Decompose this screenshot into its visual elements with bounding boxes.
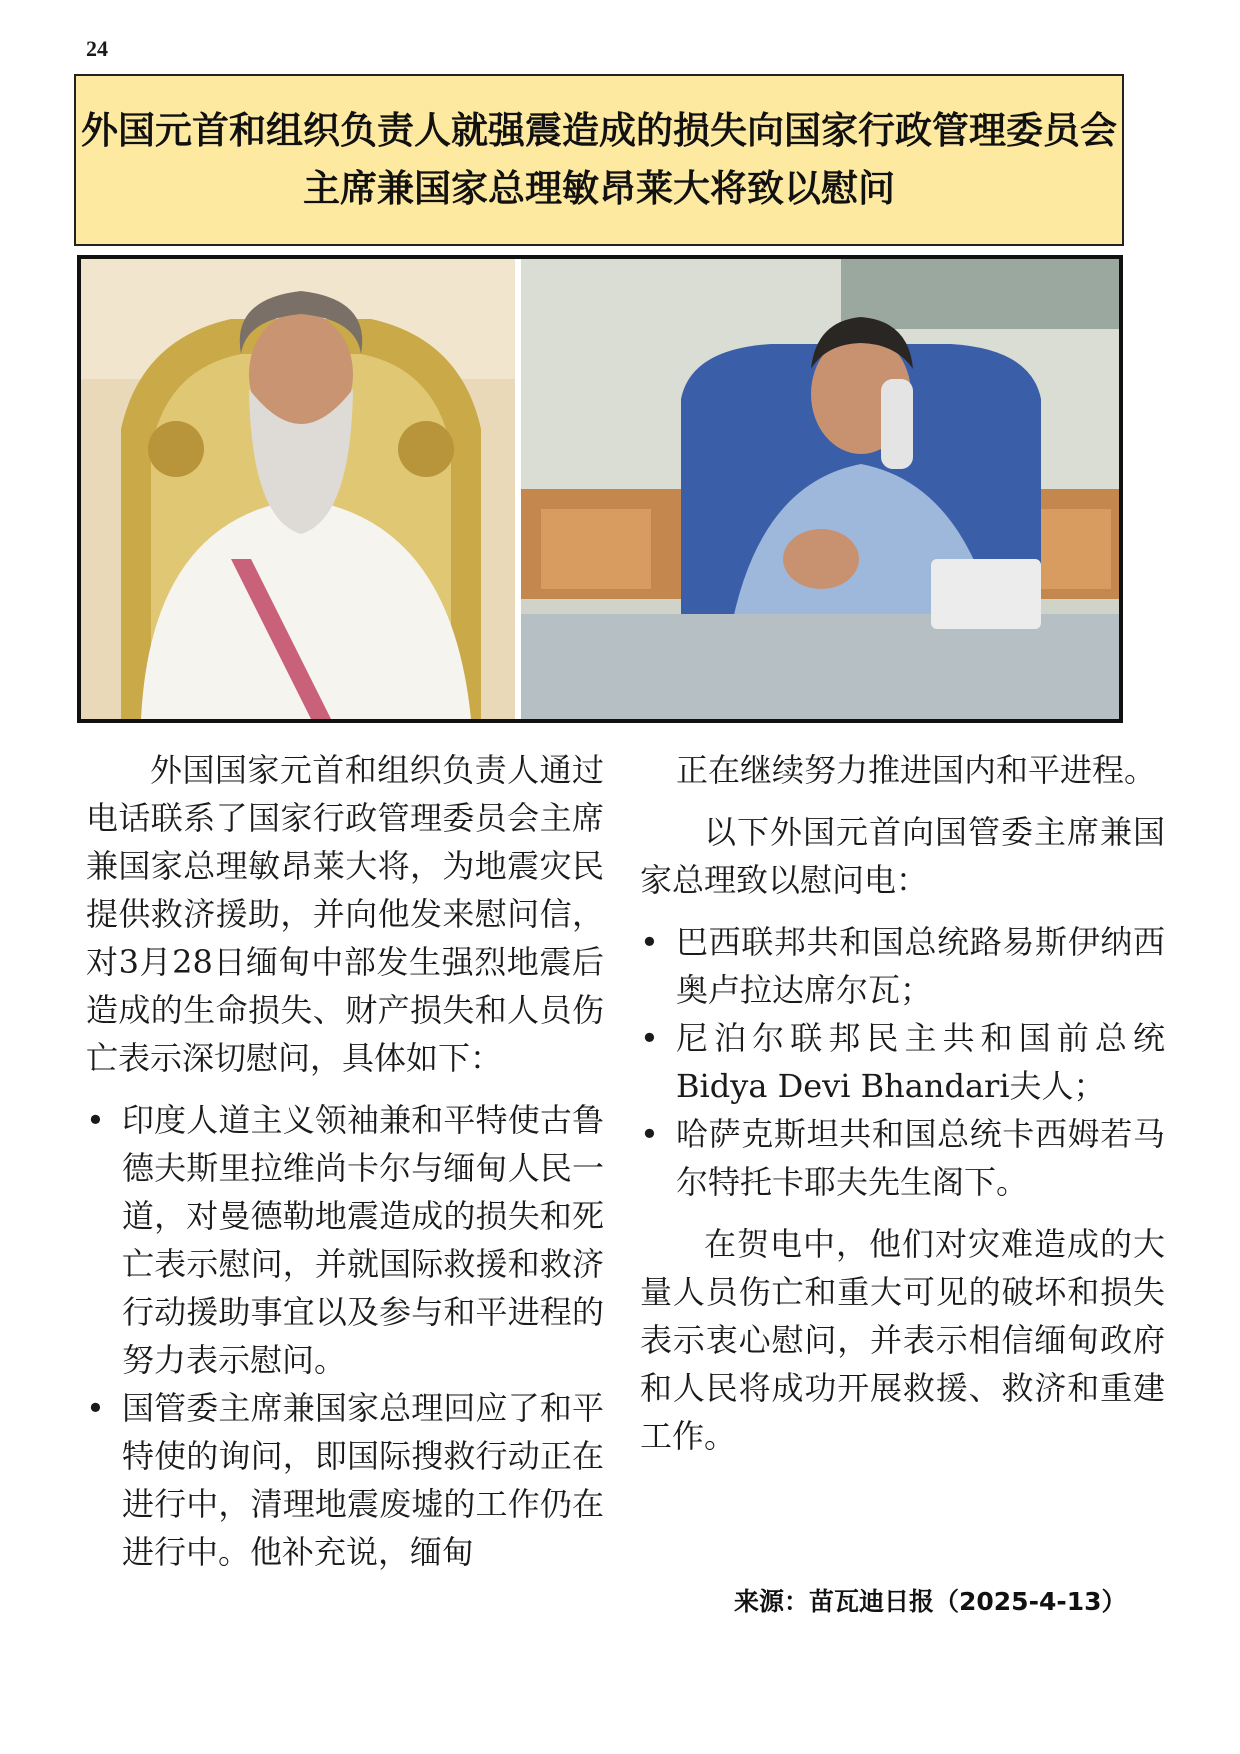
list-item-text: 哈萨克斯坦共和国总统卡西姆若马尔特托卡耶夫先生阁下。 <box>676 1115 1165 1201</box>
headline-box <box>74 74 1124 246</box>
bullet-icon: • <box>640 1019 659 1057</box>
news-photo-illustration <box>81 259 1119 719</box>
list-item-text: 国管委主席兼国家总理回应了和平特使的询问，即国际搜救行动正在进行中，清理地震废墟的工作仍在进行中。他补充说，缅甸 <box>122 1389 604 1571</box>
news-photo <box>77 255 1123 723</box>
right-column <box>640 746 1165 1460</box>
bullet-icon: • <box>86 1101 105 1139</box>
bullet-icon: • <box>86 1389 105 1427</box>
list-item-text: 尼泊尔联邦民主共和国前总统Bidya Devi Bhandari夫人； <box>676 1019 1165 1105</box>
headline-line-1: 外国元首和组织负责人就强震造成的损失向国家行政管理委员会 <box>81 109 1117 152</box>
source-credit: 来源：苗瓦迪日报（2025-4-13） <box>734 1587 1127 1616</box>
list-intro-paragraph: 以下外国元首向国管委主席兼国家总理致以慰问电： <box>640 813 1165 899</box>
intro-paragraph: 外国国家元首和组织负责人通过电话联系了国家行政管理委员会主席兼国家总理敏昂莱大将，为地震灾民提供救济援助，并向他发来慰问信，对3月28日缅甸中部发生强烈地震后造成的生命损失、财产损失和人员伤亡表示深切慰问，具体如下： <box>86 751 604 1077</box>
closing-paragraph: 在贺电中，他们对灾难造成的大量人员伤亡和重大可见的破坏和损失表示衷心慰问，并表示相信缅甸政府和人民将成功开展救援、救济和重建工作。 <box>640 1225 1165 1455</box>
list-item <box>640 1014 1165 1110</box>
list-item <box>86 1096 604 1384</box>
photo-left-spiritual-leader <box>81 259 515 719</box>
list-item <box>86 1384 604 1576</box>
page-number: 24 <box>86 36 108 61</box>
continuation-paragraph: 正在继续努力推进国内和平进程。 <box>676 751 1157 789</box>
list-item-text: 印度人道主义领袖兼和平特使古鲁德夫斯里拉维尚卡尔与缅甸人民一道，对曼德勒地震造成的损失和死亡表示慰问，并就国际救援和救济行动援助事宜以及参与和平进程的努力表示慰问。 <box>122 1101 604 1379</box>
photo-right-official-on-phone <box>521 259 1119 719</box>
left-column <box>86 746 604 1576</box>
bullet-icon: • <box>640 923 659 961</box>
list-item <box>640 918 1165 1014</box>
list-item <box>640 1110 1165 1206</box>
headline-line-2: 主席兼国家总理敏昂莱大将致以慰问 <box>303 167 895 210</box>
bullet-icon: • <box>640 1115 659 1153</box>
list-item-text: 巴西联邦共和国总统路易斯伊纳西奥卢拉达席尔瓦； <box>676 923 1165 1009</box>
